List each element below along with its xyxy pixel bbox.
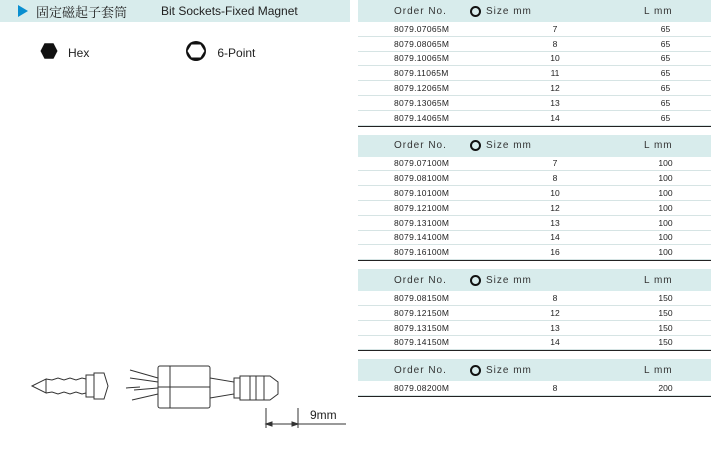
table-row: 8079.08200M 8 200 <box>358 381 711 396</box>
order-header: Order No. <box>394 274 447 286</box>
order-header: Order No. <box>394 5 447 17</box>
table-header <box>358 135 711 157</box>
table-row: 8079.08100M 8 100 <box>358 171 711 186</box>
size-ring-icon <box>470 140 481 151</box>
six-point-icon <box>185 40 207 65</box>
table-row: 8079.13150M 13 150 <box>358 321 711 336</box>
order-header: Order No. <box>394 364 447 376</box>
table-row: 8079.13100M 13 100 <box>358 216 711 231</box>
legend <box>40 40 255 65</box>
order-table <box>358 0 711 127</box>
table-row: 8079.14065M 14 65 <box>358 111 711 126</box>
order-table <box>358 359 711 397</box>
length-header: L mm <box>644 140 673 152</box>
size-header: Size mm <box>486 140 532 152</box>
size-ring-icon <box>470 275 481 286</box>
length-header: L mm <box>644 5 673 17</box>
table-row: 8079.11065M 11 65 <box>358 66 711 81</box>
table-row: 8079.14100M 14 100 <box>358 231 711 246</box>
table-row: 8079.10065M 10 65 <box>358 52 711 67</box>
section-header <box>0 0 350 22</box>
table-row: 8079.13065M 13 65 <box>358 96 711 111</box>
hex-icon <box>40 42 58 63</box>
table-row: 8079.10100M 10 100 <box>358 186 711 201</box>
size-header: Size mm <box>486 364 532 376</box>
length-header: L mm <box>644 274 673 286</box>
table-row: 8079.12100M 12 100 <box>358 201 711 216</box>
length-header: L mm <box>644 364 673 376</box>
table-row: 8079.12065M 12 65 <box>358 81 711 96</box>
table-header <box>358 359 711 381</box>
bit-socket-drawing <box>30 360 350 440</box>
order-table <box>358 269 711 351</box>
table-row: 8079.07065M 7 65 <box>358 22 711 37</box>
order-header: Order No. <box>394 140 447 152</box>
size-header: Size mm <box>486 5 532 17</box>
order-table <box>358 135 711 262</box>
title-english: Bit Sockets-Fixed Magnet <box>161 4 298 18</box>
table-row: 8079.12150M 12 150 <box>358 306 711 321</box>
table-row: 8079.16100M 16 100 <box>358 245 711 260</box>
table-header <box>358 0 711 22</box>
size-header: Size mm <box>486 274 532 286</box>
size-ring-icon <box>470 365 481 376</box>
dimension-label: 9mm <box>310 408 337 422</box>
play-triangle-icon <box>18 5 28 17</box>
hex-label: Hex <box>68 45 90 60</box>
title-chinese: 固定磁起子套筒 <box>36 4 128 20</box>
table-row: 8079.07100M 7 100 <box>358 157 711 172</box>
order-tables <box>358 0 711 405</box>
table-row: 8079.08150M 8 150 <box>358 291 711 306</box>
table-header <box>358 269 711 291</box>
table-row: 8079.14150M 14 150 <box>358 336 711 351</box>
table-row: 8079.08065M 8 65 <box>358 37 711 52</box>
six-point-label: 6-Point <box>217 45 256 60</box>
size-ring-icon <box>470 6 481 17</box>
